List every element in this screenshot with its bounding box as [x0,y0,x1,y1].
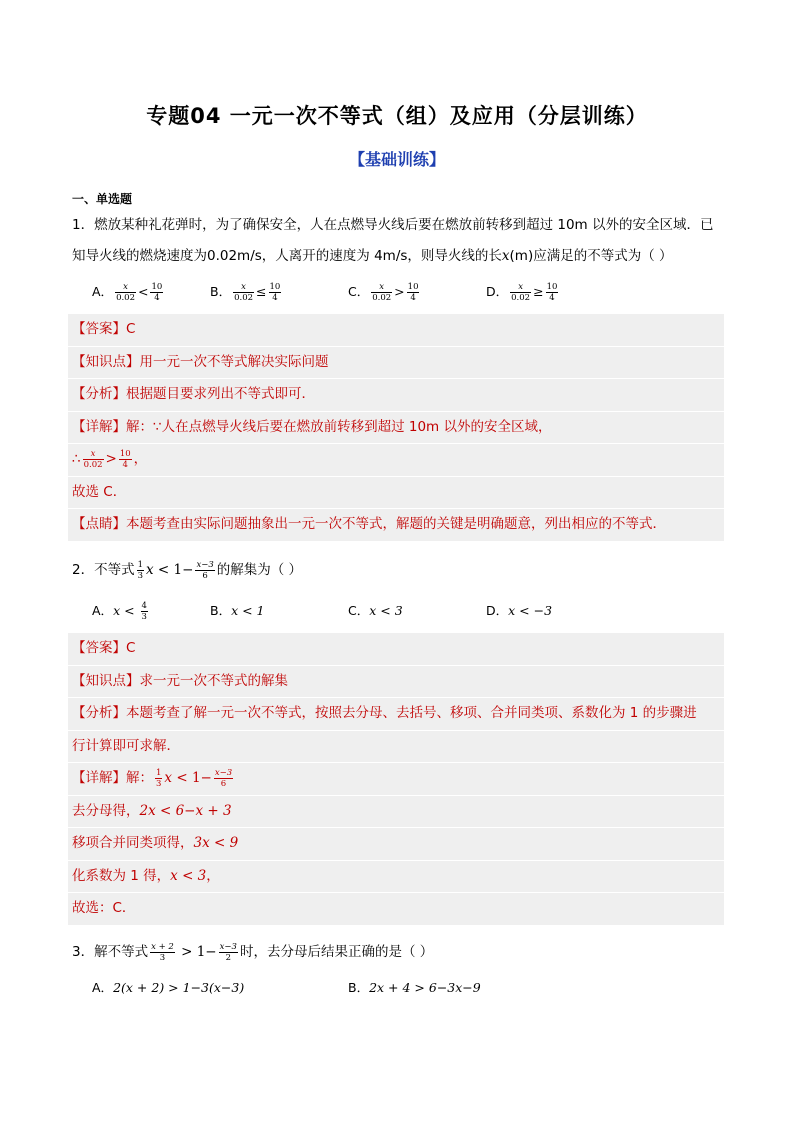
q2-analysis-cont: 行计算即可求解． [68,731,724,764]
question-1 [72,210,724,272]
question-3: 3．解不等式 $\frac{x + 2}{3}$ > 1− $\frac{x-3}{2}$ 时，去分母后结果正确的是（ ） [72,941,434,963]
q1-comment: 【点睛】本题考查由实际问题抽象出一元一次不等式，解题的关键是明确题意，列出相应的不等式． [68,509,724,542]
q2-step-2: 移项合并同类项得，3x < 9 [68,828,724,861]
q3-option-b[interactable]: B．2x + 4 > 6−3x−9 [348,980,481,995]
section-heading: 一、单选题 [72,192,133,206]
question-1-options [92,282,712,304]
q2-option-b[interactable]: B．x < 1 [210,603,265,618]
question-2: 2．不等式 $\frac{1}{3}$ x < 1− $\frac{x-3}{6}$ 的解集为（ ） [72,559,303,581]
q1-option-a[interactable]: A． $\frac{x}{0.02}$ < $\frac{10}{4}$ [92,282,163,303]
question-2-options [92,601,712,623]
q1-option-d[interactable]: D． $\frac{x}{0.02}$ ≥ $\frac{10}{4}$ [486,282,558,303]
q1-detail: 【详解】解：∵人在点燃导火线后要在燃放前转移到超过 10m 以外的安全区域， [68,412,724,445]
q1-answer: 【答案】C [68,314,724,347]
q1-option-b[interactable]: B． $\frac{x}{0.02}$ ≤ $\frac{10}{4}$ [210,282,281,303]
q2-choose: 故选：C． [68,893,724,926]
q1-choose: 故选 C． [68,477,724,510]
q2-step-3: 化系数为 1 得，x < 3， [68,861,724,894]
q2-option-c[interactable]: C．x < 3 [348,603,403,618]
q2-knowledge: 【知识点】求一元一次不等式的解集 [68,666,724,699]
q1-option-c[interactable]: C． $\frac{x}{0.02}$ > $\frac{10}{4}$ [348,282,419,303]
q1-detail-step: ∴ $\frac{x}{0.02}$ > $\frac{10}{4}$ ， [68,444,724,477]
q2-step-1: 去分母得，2x < 6−x + 3 [68,796,724,829]
q1-answer-box [68,314,724,542]
q1-knowledge: 【知识点】用一元一次不等式解决实际问题 [68,347,724,380]
q3-option-a[interactable]: A．2(x + 2) > 1−3(x−3) [92,980,245,995]
question-1-line1: 1．燃放某种礼花弹时，为了确保安全，人在点燃导火线后要在燃放前转移到超过 10m 以外的安全区域．已 [72,217,714,233]
question-3-options [92,978,712,1000]
q2-option-a[interactable]: A．x < $\frac{4}{3}$ [92,601,147,622]
question-1-line2: 知导火线的燃烧速度为0.02m/s，人离开的速度为 4m/s，则导火线的长x(m)应满足的不等式为（ ） [72,248,673,264]
q2-answer: 【答案】C [68,633,724,666]
page-title: 专题04 一元一次不等式（组）及应用（分层训练） [146,104,648,128]
section-subtitle: 【基础训练】 [348,150,445,169]
q2-option-d[interactable]: D．x < −3 [486,603,553,618]
q2-answer-box [68,633,724,926]
q2-analysis: 【分析】本题考查了解一元一次不等式，按照去分母、去括号、移项、合并同类项、系数化为 1 的步骤进 [68,698,724,731]
q2-detail: 【详解】解： $\frac{1}{3}$ x < 1− $\frac{x-3}{6}$ [68,763,724,796]
q1-analysis: 【分析】根据题目要求列出不等式即可． [68,379,724,412]
